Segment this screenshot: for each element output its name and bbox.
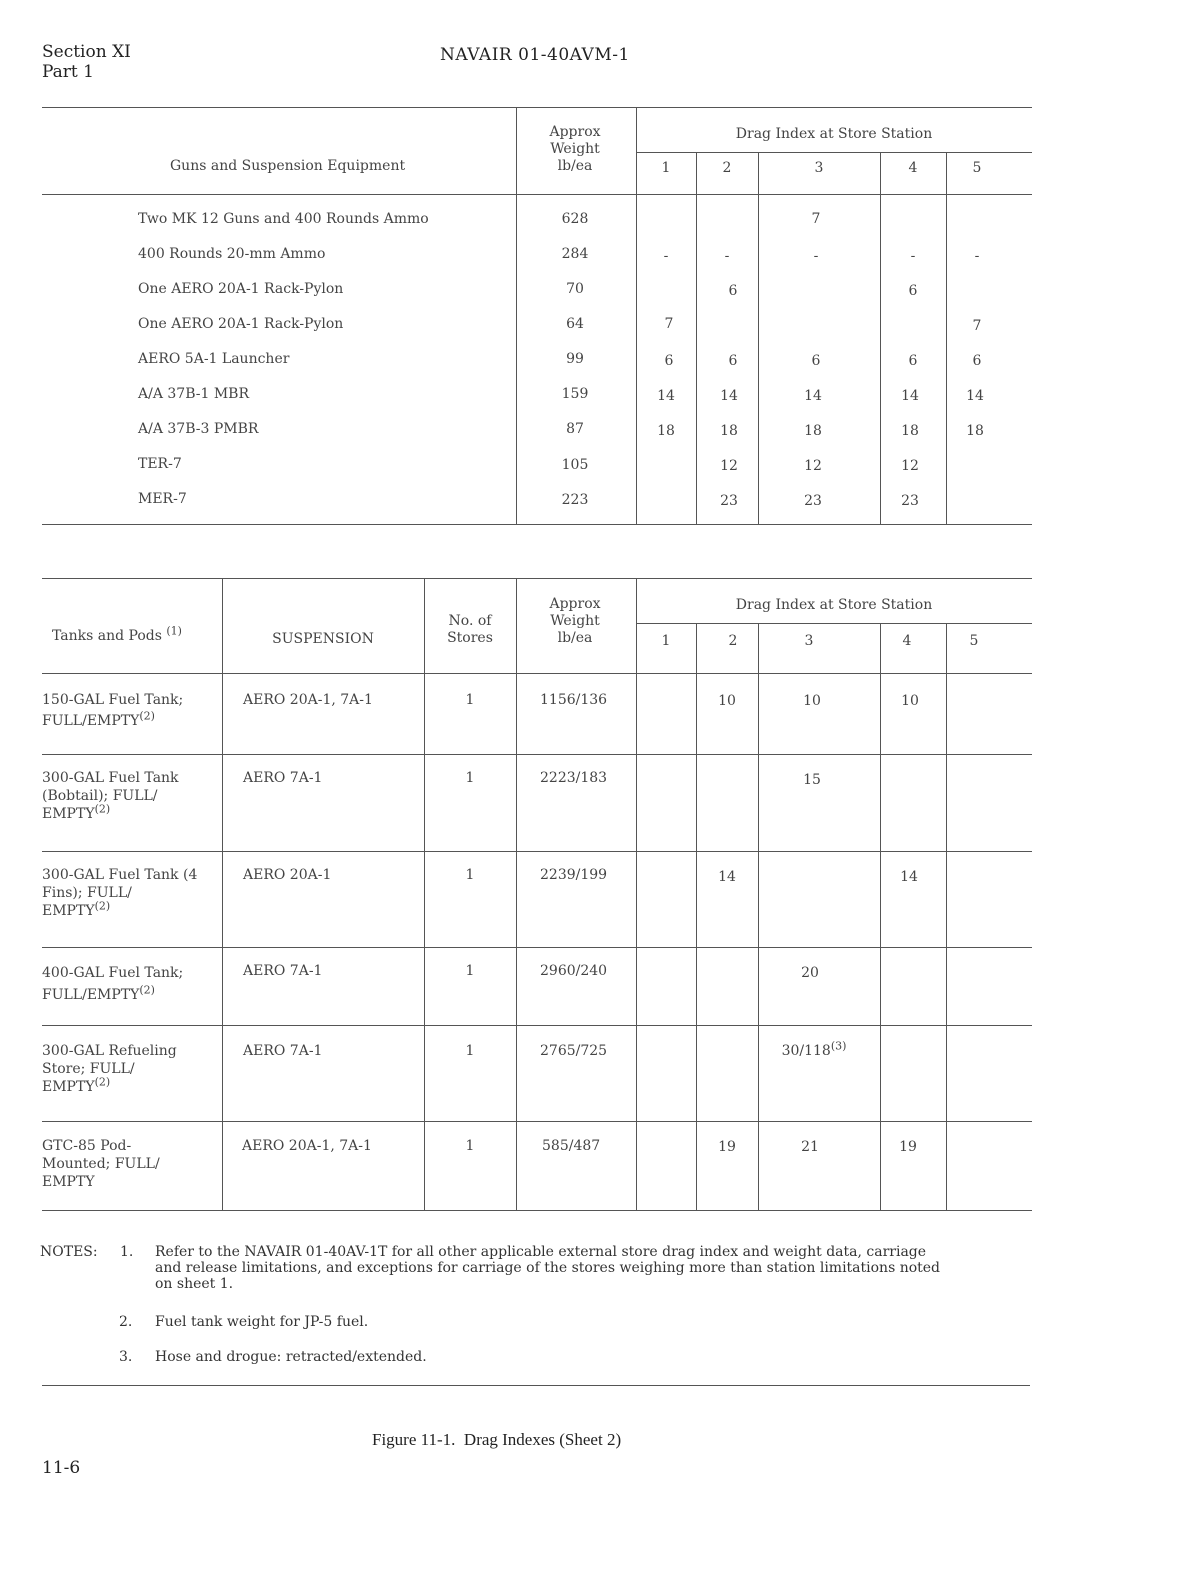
row-station-3-value: 10 [803,693,821,709]
row-station-2: 14 [718,869,736,885]
row-item: A/A 37B-3 PMBR [138,421,259,437]
table2-divider [222,578,223,1210]
row-stores: 1 [465,963,475,979]
table2-row-rule [42,1025,1032,1026]
row-item [42,962,207,1006]
footnote-ref: (2) [94,802,111,816]
row-station-4: - [910,248,916,264]
table2-station-4: 4 [902,633,912,649]
row-weight: 2960/240 [540,963,608,979]
row-station-2: 18 [720,423,738,439]
footnote-ref: (2) [139,983,155,997]
footnote-ref: (3) [830,1039,847,1053]
table1-weight-header: Approx Weight lb/ea [549,124,601,174]
row-item: 400 Rounds 20-mm Ammo [138,246,326,262]
row-station-2: 14 [720,388,738,404]
page-number: 11-6 [42,1458,81,1478]
table2-row-rule [42,947,1032,948]
row-item [42,690,202,732]
row-suspension: AERO 7A-1 [243,963,323,979]
table2-divider [758,623,759,1210]
row-station-3 [758,1039,870,1059]
row-station-3-value: 21 [801,1139,819,1155]
row-suspension: AERO 7A-1 [243,770,323,786]
row-weight: 628 [561,211,589,227]
row-station-2: 12 [720,458,738,474]
section-label: Section XI [42,42,131,62]
row-station-3: 6 [811,353,821,369]
table1-station-1: 1 [661,160,671,176]
row-item: Two MK 12 Guns and 400 Rounds Ammo [138,211,429,227]
row-suspension: AERO 20A-1, 7A-1 [243,692,373,708]
row-station-3 [758,772,866,788]
row-station-1: 14 [657,388,675,404]
table2-divider [636,578,637,1210]
notes-label: NOTES: [40,1244,98,1260]
row-item-label: 300-GAL Fuel Tank (Bobtail); FULL/ EMPTY [42,770,179,822]
note-number: 1. [120,1244,134,1260]
row-station-3: 23 [804,493,822,509]
row-item: A/A 37B-1 MBR [138,386,250,402]
table2-divider [880,623,881,1210]
row-station-4: 14 [901,388,919,404]
table2-drag-header: Drag Index at Store Station [735,597,933,613]
row-weight: 87 [566,421,584,437]
row-weight: 159 [561,386,589,402]
row-station-4: 12 [901,458,919,474]
part-label: Part 1 [42,62,94,82]
row-station-1: 7 [664,316,674,332]
row-item: One AERO 20A-1 Rack-Pylon [138,316,344,332]
table2-suspension-header: SUSPENSION [272,631,374,647]
table2-item-header-label: Tanks and Pods [52,628,162,644]
row-weight: 2765/725 [540,1043,608,1059]
table2-top-rule [42,578,1032,579]
row-weight: 2239/199 [540,867,608,883]
row-station-1: 18 [657,423,675,439]
table2-bottom-rule [42,1210,1032,1211]
table1-item-header: Guns and Suspension Equipment [170,158,406,174]
row-stores: 1 [465,692,475,708]
row-station-3 [758,693,866,709]
row-item [42,1042,197,1096]
footnote-ref: (2) [139,709,155,723]
row-weight: 1156/136 [540,692,608,708]
row-weight: 105 [561,457,589,473]
footnote-ref: (1) [166,624,182,638]
row-station-5: 14 [966,388,984,404]
table2-row-rule [42,754,1032,755]
row-stores: 1 [465,867,475,883]
row-stores: 1 [465,1138,475,1154]
table2-station-1: 1 [661,633,671,649]
row-station-1: 6 [664,353,674,369]
table2-station-2: 2 [728,633,738,649]
table2-divider [516,578,517,1210]
row-station-5: - [974,248,980,264]
note-text: Fuel tank weight for JP-5 fuel. [155,1314,369,1330]
row-suspension: AERO 20A-1, 7A-1 [242,1138,372,1154]
note-number: 2. [119,1314,133,1330]
table1-station-4: 4 [908,160,918,176]
row-station-2: 19 [718,1139,736,1155]
figure-caption: Figure 11-1. Drag Indexes (Sheet 2) [372,1430,622,1449]
row-stores: 1 [465,1043,475,1059]
table1-station-2: 2 [722,160,732,176]
table1-top-rule [42,107,1032,108]
table2-stores-header: No. of Stores [447,613,493,646]
row-station-5: 18 [966,423,984,439]
note-text: Refer to the NAVAIR 01-40AV-1T for all other applicable external store drag index and weight data, carriage and release limitations, and exceptions for carriage of the stores weighing more than station limitations noted on sheet 1. [155,1244,941,1292]
row-station-3: 7 [811,211,821,227]
row-item: TER-7 [138,456,182,472]
row-item-label: GTC-85 Pod-Mounted; FULL/ EMPTY [42,1138,160,1190]
row-station-4: 6 [908,353,918,369]
row-weight: 2223/183 [540,770,608,786]
table1-divider [946,152,947,524]
row-station-3-value: 30/118 [781,1043,831,1059]
row-station-5: 6 [972,353,982,369]
table2-station-3: 3 [804,633,814,649]
table2-weight-header: Approx Weight lb/ea [549,596,601,646]
row-item: AERO 5A-1 Launcher [138,351,290,367]
row-station-3 [758,965,862,981]
row-station-2: 23 [720,493,738,509]
row-station-4: 14 [900,869,918,885]
row-weight: 223 [561,492,589,508]
row-item-label: 150-GAL Fuel Tank; FULL/EMPTY [42,692,184,729]
row-station-4: 6 [908,283,918,299]
row-suspension: AERO 7A-1 [243,1043,323,1059]
row-item: MER-7 [138,491,187,507]
table2-divider [696,623,697,1210]
row-station-3-value: 15 [803,772,821,788]
table2-row-rule [42,1121,1032,1122]
table2-item-header [52,624,182,644]
footnote-ref: (2) [94,1075,111,1089]
row-weight: 99 [566,351,584,367]
table2-divider [946,623,947,1210]
table1-drag-header: Drag Index at Store Station [735,126,933,142]
row-item: One AERO 20A-1 Rack-Pylon [138,281,344,297]
table1-divider [516,107,517,524]
row-station-3: 12 [804,458,822,474]
row-weight: 70 [566,281,584,297]
row-station-2: - [724,248,730,264]
row-item-label: 400-GAL Fuel Tank; FULL/EMPTY [42,965,184,1003]
row-suspension: AERO 20A-1 [243,867,332,883]
row-station-1: - [663,248,669,264]
row-station-4: 10 [901,693,919,709]
row-weight: 284 [561,246,589,262]
row-item [42,866,202,920]
row-station-3: 18 [804,423,822,439]
row-item-label: 300-GAL Fuel Tank (4 Fins); FULL/ EMPTY [42,867,198,919]
table2-header-rule [42,673,1032,674]
row-station-5: 7 [972,318,982,334]
table2-station-5: 5 [969,633,979,649]
row-station-3: - [813,248,819,264]
row-weight: 585/487 [542,1138,601,1154]
row-station-4: 23 [901,493,919,509]
row-station-4: 18 [901,423,919,439]
row-stores: 1 [465,770,475,786]
table1-header-rule [42,194,1032,195]
row-weight: 64 [566,316,584,332]
table1-bottom-rule [42,524,1032,525]
row-item-label: 300-GAL Refueling Store; FULL/ EMPTY [42,1043,177,1095]
row-station-4: 19 [899,1139,917,1155]
row-item [42,769,207,823]
row-station-2: 6 [728,353,738,369]
document-number: NAVAIR 01-40AVM-1 [440,45,630,65]
row-item [42,1137,182,1191]
row-station-3 [758,1139,862,1155]
row-station-3-value: 20 [801,965,819,981]
table2-divider [424,578,425,1210]
row-station-2: 10 [718,693,736,709]
notes-bottom-rule [42,1385,1030,1386]
note-number: 3. [119,1349,133,1365]
row-station-3: 14 [804,388,822,404]
table1-station-3: 3 [814,160,824,176]
table2-row-rule [42,851,1032,852]
footnote-ref: (2) [94,899,111,913]
note-text: Hose and drogue: retracted/extended. [155,1349,427,1365]
row-station-2: 6 [728,283,738,299]
table1-station-5: 5 [972,160,982,176]
